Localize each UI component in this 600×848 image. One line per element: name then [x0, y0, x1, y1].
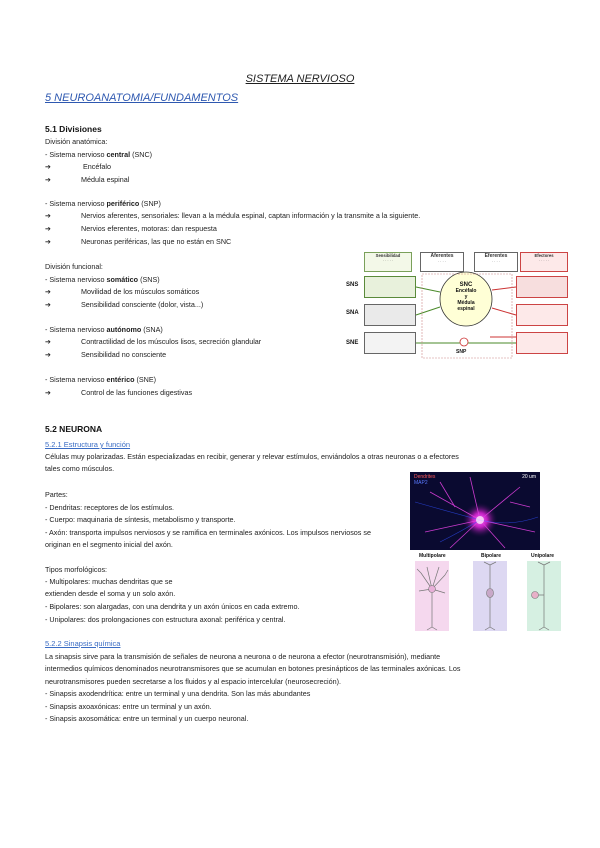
list-item: - Sinapsis axodendrítica: entre un terminal y una dendrita. Son las más abundantes	[45, 689, 311, 698]
sne-line: - Sistema nervioso entérico (SNE)	[45, 375, 157, 384]
diagram-snp: SNP	[456, 349, 467, 355]
bullet-item: ➔ Nervios eferentes, motoras: dan respuesta	[45, 224, 217, 233]
morph-label: Tipos morfológicos:	[45, 565, 108, 574]
paragraph-line: neurotransmisores pueden secretarse a los fluidos y al espacio intercelular (neurosecreción).	[45, 677, 342, 686]
snp-line: - Sistema nervioso periférico (SNP)	[45, 199, 161, 208]
page-title: SISTEMA NERVIOSO	[245, 73, 355, 85]
section-heading-neurona: 5.2 NEURONA	[45, 424, 103, 434]
diagram-eferentes: Eferentes · · · ·	[474, 252, 518, 272]
paragraph-line: La sinapsis sirve para la transmisión de señales de neurona a neurona o de neurona a efector (neurotransmisión), mediante	[45, 652, 441, 661]
type-label-multipolar: Multipolare	[419, 553, 446, 559]
multipolar-neuron-icon	[415, 561, 449, 631]
paragraph-line: Células muy polarizadas. Están especializadas en recibir, generar y relevar estímulos, enviándolos a otras neuronas o a efectores	[45, 452, 459, 461]
micro-tag-map2: MAP2	[414, 480, 428, 486]
paragraph-line: tales como músculos.	[45, 464, 115, 473]
diagram-snc: SNC Encéfalo y Médula espinal	[455, 282, 477, 312]
neuron-types-figure	[413, 553, 563, 633]
list-item: - Multipolares: muchas dendritas que se	[45, 577, 173, 586]
type-label-bipolar: Bipolare	[481, 553, 502, 559]
bullet-item: ➔ Control de las funciones digestivas	[45, 388, 193, 397]
anat-label: División anatómica:	[45, 137, 108, 146]
diagram-efectores: Efectores · · · · ·	[520, 252, 568, 272]
chapter-heading: 5 NEUROANATOMIA/FUNDAMENTOS	[45, 92, 239, 104]
bullet-item: ➔ Encéfalo	[45, 162, 111, 171]
neuron-fluorescence	[410, 472, 540, 550]
bullet-item: ➔ Neuronas periféricas, las que no están en SNC	[45, 237, 232, 246]
neuron-micrograph	[410, 472, 540, 550]
list-item: - Bipolares: son alargadas, con una dendrita y un axón únicos en cada extremo.	[45, 602, 300, 611]
subheading-sinapsis: 5.2.2 Sinapsis química	[45, 639, 121, 648]
micro-tag-dendrites: Dendrites	[414, 474, 436, 480]
list-item: - Axón: transporta impulsos nerviosos y se ramifica en terminales axónicos. Los impulsos nerviosos se	[45, 528, 371, 537]
list-item: originan en el segmento inicial del axón.	[45, 540, 173, 549]
micro-scale: 20 um	[522, 474, 536, 480]
list-item: extienden desde el soma y un solo axón.	[45, 589, 176, 598]
list-item: - Sinapsis axosomática: entre un terminal y un cuerpo neuronal.	[45, 714, 249, 723]
snc-line: - Sistema nervioso central (SNC)	[45, 150, 153, 159]
list-item: - Cuerpo: maquinaria de síntesis, metabolismo y transporte.	[45, 515, 236, 524]
list-item: - Unipolares: dos prolongaciones con estructura axonal: periférica y central.	[45, 615, 286, 624]
bullet-item: ➔ Médula espinal	[45, 175, 130, 184]
func-label: División funcional:	[45, 262, 103, 271]
bullet-item: ➔ Sensibilidad consciente (dolor, vista...)	[45, 300, 204, 309]
parts-label: Partes:	[45, 490, 68, 499]
sna-line: - Sistema nervioso autónomo (SNA)	[45, 325, 163, 334]
diagram-row-sns: SNS	[346, 282, 359, 288]
type-label-unipolar: Unipolare	[531, 553, 555, 559]
paragraph-line: intermedios químicos denominados neurotransmisores que se acumulan en botones presinápticos de las terminales axónicas. Los	[45, 664, 461, 673]
sns-line: - Sistema nervioso somático (SNS)	[45, 275, 160, 284]
nervous-system-diagram	[344, 252, 569, 360]
bullet-item: ➔ Movilidad de los músculos somáticos	[45, 287, 200, 296]
diagram-row-sna: SNA	[346, 310, 359, 316]
subheading-estructura: 5.2.1 Estructura y función	[45, 440, 131, 449]
unipolar-neuron-icon	[527, 561, 561, 631]
diagram-row-sne: SNE	[346, 340, 359, 346]
list-item: - Dendritas: receptores de los estímulos.	[45, 503, 175, 512]
bullet-item: ➔ Nervios aferentes, sensoriales: llevan a la médula espinal, captan información y la transmite a la siguiente.	[45, 211, 421, 220]
bipolar-neuron-icon	[473, 561, 507, 631]
diagram-sensibilidad: Sensibilidad · · · · ·	[364, 252, 412, 272]
section-heading-divisiones: 5.1 Divisiones	[45, 124, 102, 134]
diagram-aferentes: Aferentes · · · ·	[420, 252, 464, 272]
bullet-item: ➔ Sensibilidad no consciente	[45, 350, 167, 359]
list-item: - Sinapsis axoaxónicas: entre un terminal y un axón.	[45, 702, 212, 711]
bullet-item: ➔ Contractilidad de los músculos lisos, secreción glandular	[45, 337, 262, 346]
